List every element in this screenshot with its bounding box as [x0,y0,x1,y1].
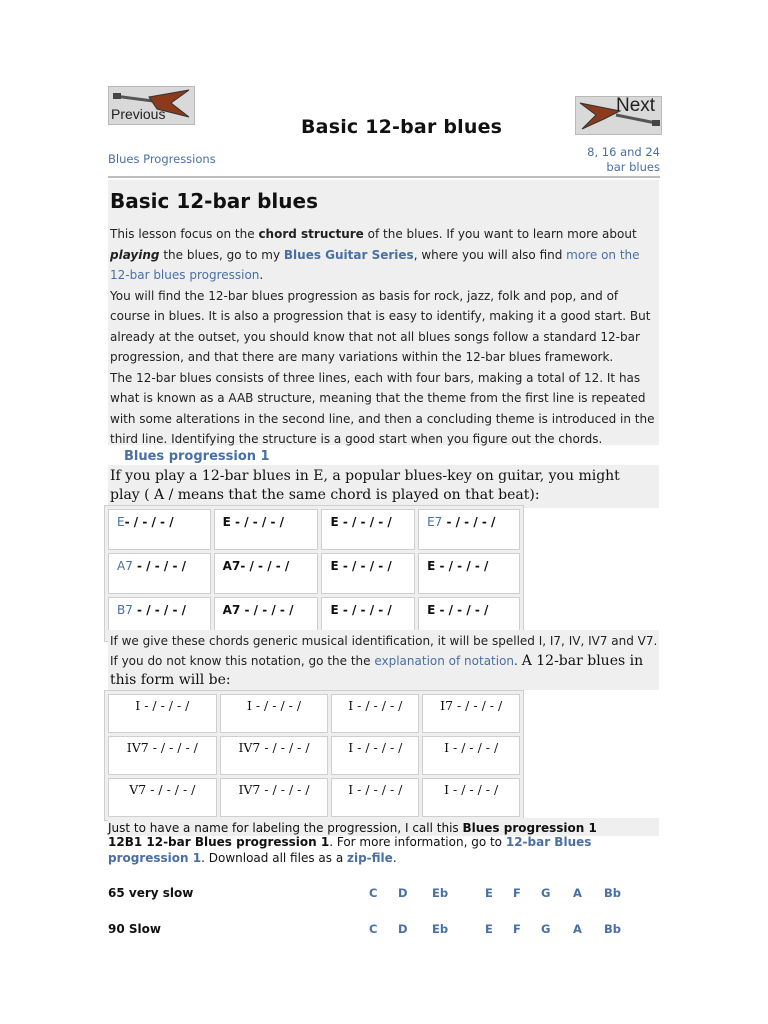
beat-marks: - / - / - / [435,559,489,573]
more-12-bar-link[interactable]: more on the 12-bar blues progression [110,247,640,282]
chord-cell [214,509,319,550]
next-label: Next [616,95,656,116]
chord-link[interactable]: A7 [117,559,133,573]
roman-row [108,778,520,817]
chord-name: A7 [222,603,241,617]
blues-progressions-link[interactable]: Blues Progressions [108,152,216,166]
section-heading: Blues progression 1 [124,449,270,464]
key-link[interactable]: Eb [432,886,449,900]
key-link[interactable]: A [573,922,582,936]
beat-marks: - / - / - / [132,603,187,617]
beat-marks: - / - / - / [230,515,285,529]
intro-paragraph: This lesson focus on the chord structure of the blues. If you want to learn more about playing the blues, go to my Blues Guitar Series, where you will also find more on the 12-bar blues progression. You will find the 12-bar blues progression as basis for rock, jazz, folk and pop, and of course in blues. It is also a progression that is easy to identify, making it a good start. But already at the outset, you should know that not all blues songs follow a standard 12-bar progression, and that there are many variations within the 12-bar blues framework. The 12-bar blues consists of three lines, each with four bars, making a total of 12. It has what is known as a AAB structure, meaning that the theme from the first line is repeated with some alterations in the second line, and then a concluding theme is introduced in the third line. Identifying the structure is a good start when you figure out the chords. [110,224,658,450]
page-title: Basic 12-bar blues [301,116,503,138]
roman-cell: I - / - / - / [108,694,217,733]
roman-cell: I - / - / - / [220,694,329,733]
key-link[interactable]: E [485,922,493,936]
chord-table [104,505,524,642]
chord-cell [214,553,319,594]
key-link[interactable]: G [541,922,551,936]
chord-name: E [330,559,339,573]
intro-block [108,465,659,508]
intro-text: If you play a 12-bar blues in E, a popular blues-key on guitar, you might play ( A / means that the same chord is played on that beat): [110,468,620,503]
roman-table [104,690,524,821]
roman-cell: I7 - / - / - / [422,694,520,733]
key-link[interactable]: F [513,886,521,900]
beat-marks: - / - / - / [132,559,186,573]
key-link[interactable]: E [485,886,493,900]
next-bar-blues-link[interactable]: 8, 16 and 24 bar blues [587,145,660,174]
key-link[interactable]: D [398,922,408,936]
paragraph-3: The 12-bar blues consists of three lines, each with four bars, making a total of 12. It has what is known as a AAB structure, meaning that the theme from the first line is repeated with some alterations in the second line, and then a concluding theme is introduced in the third line. Identifying the structure is a good start when you figure out the chords. [110,370,655,446]
zip-file-link[interactable]: zip-file [346,851,393,865]
chord-row [108,553,520,594]
key-link[interactable]: C [369,886,378,900]
chord-name: E [427,603,436,617]
key-link[interactable]: D [398,886,408,900]
chord-link[interactable]: E [117,515,125,529]
beat-marks: - / - / - / [442,515,496,529]
roman-row [108,694,520,733]
chord-cell [418,553,520,594]
chord-name: E [330,515,339,529]
progression-link[interactable]: 12-bar Blues progression 1 [108,835,592,865]
article-heading: Basic 12-bar blues [110,189,318,213]
chord-name: E [330,603,339,617]
beat-marks: - / - / - / [338,515,392,529]
chord-cell [321,553,415,594]
key-link[interactable]: F [513,922,521,936]
previous-label: Previous [111,106,166,122]
chord-name: A7 [222,559,241,573]
generic-paragraph-1: If we give these chords generic musical identification, it will be spelled I, I7, IV, IV7 and V7. [110,634,658,648]
key-link[interactable]: C [369,922,378,936]
chord-name: E [427,559,436,573]
divider [108,176,660,178]
tempo-label: 65 very slow [108,886,194,900]
beat-marks: - / - / - / [435,603,489,617]
footer-line-1: Just to have a name for labeling the progression, I call this Blues progression 1 [108,818,659,836]
beat-marks: - / - / - / [240,603,294,617]
roman-cell: IV7 - / - / - / [220,736,329,775]
roman-cell: I - / - / - / [422,736,520,775]
key-link[interactable]: A [573,886,582,900]
chord-link[interactable]: E7 [427,515,443,529]
next-button[interactable] [575,96,662,135]
blues-guitar-series-link[interactable]: Blues Guitar Series [283,247,414,262]
chord-row [108,509,520,550]
key-link[interactable]: G [541,886,551,900]
chord-cell [108,553,211,594]
footer-line-2: 12B1 12-bar Blues progression 1. For more information, go to 12-bar Blues progression 1. Download all files as a zip-file. [108,835,592,865]
key-link[interactable]: Bb [604,886,621,900]
roman-cell: I - / - / - / [331,778,419,817]
roman-cell: IV7 - / - / - / [220,778,329,817]
key-link[interactable]: Bb [604,922,621,936]
chord-link[interactable]: B7 [117,603,133,617]
beat-marks: - / - / - / [124,515,174,529]
roman-cell: I - / - / - / [331,736,419,775]
chord-cell [418,509,520,550]
roman-cell: IV7 - / - / - / [108,736,217,775]
roman-row [108,736,520,775]
paragraph-2: You will find the 12-bar blues progression as basis for rock, jazz, folk and pop, and of course in blues. It is also a progression that is easy to identify, making it a good start. But already at the outset, you should know that not all blues songs follow a standard 12-bar progression, and that there are many variations within the 12-bar blues framework. [110,288,651,364]
beat-marks: - / - / - / [240,559,290,573]
roman-cell: I - / - / - / [422,778,520,817]
beat-marks: - / - / - / [338,603,392,617]
roman-cell: I - / - / - / [331,694,419,733]
notation-link[interactable]: explanation of notation [374,653,515,668]
previous-button[interactable] [108,86,195,125]
generic-block: If we give these chords generic musical identification, it will be spelled I, I7, IV, IV7 and V7. If you do not know this notation, go the the explanation of notation. A 12-bar blues in this form will be: [108,630,659,690]
chord-cell [108,509,211,550]
key-link[interactable]: Eb [432,922,449,936]
chord-name: E [222,515,231,529]
chord-cell [321,509,415,550]
beat-marks: - / - / - / [338,559,392,573]
tempo-label: 90 Slow [108,922,161,936]
article-body [108,180,659,445]
roman-cell: V7 - / - / - / [108,778,217,817]
